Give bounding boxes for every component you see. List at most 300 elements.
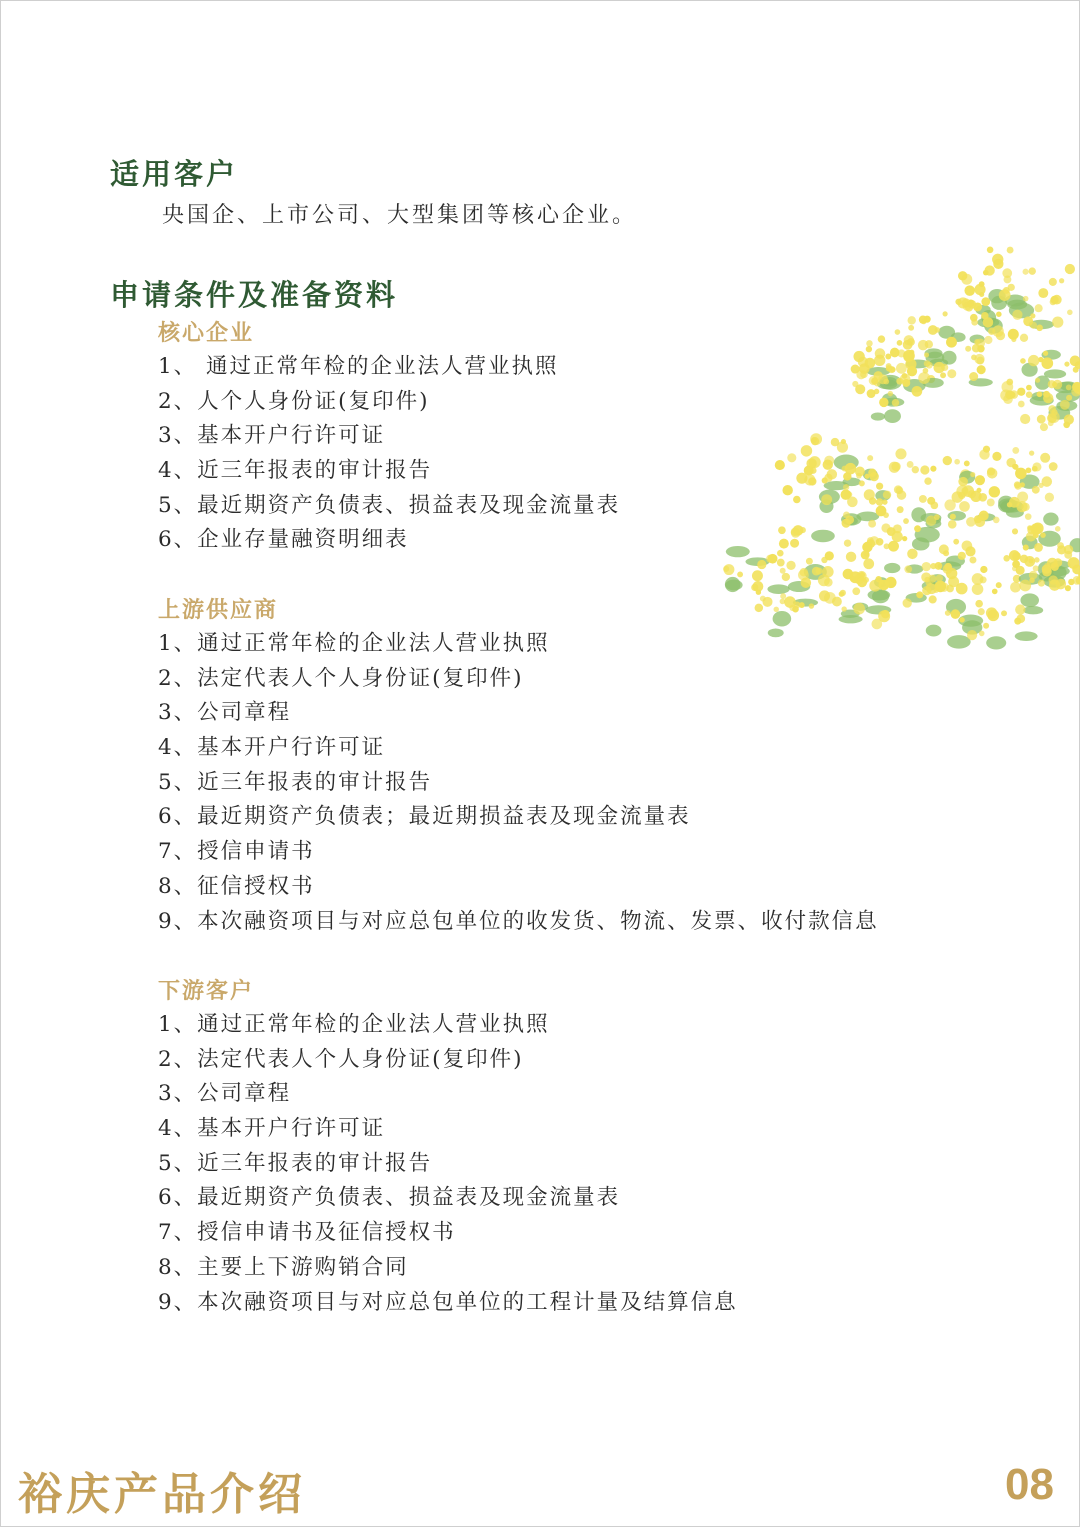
blossom-dot [1026, 467, 1032, 473]
blossom-dot [954, 459, 960, 465]
blossom-dot [881, 523, 890, 532]
blossom-dot [1050, 296, 1058, 304]
blossom-dot [918, 372, 930, 384]
blossom-dot [824, 456, 834, 466]
blossom-dot [1012, 310, 1022, 320]
blossom-dot [850, 576, 855, 581]
blossom-dot [996, 582, 1002, 588]
blossom-dot [943, 456, 952, 465]
blossom-dot [1059, 278, 1064, 283]
blossom-dot [879, 398, 888, 407]
blossom-dot [919, 316, 927, 324]
blossom-dot [989, 486, 1000, 497]
requirements-heading: 申请条件及准备资料 [110, 278, 399, 312]
blossom-dot [800, 568, 808, 576]
group-downstream-client [158, 974, 738, 1320]
blossom-dot [896, 363, 907, 374]
blossom-dot [827, 469, 837, 479]
blossom-dot [870, 536, 879, 545]
list-item: 5、近三年报表的审计报告 [158, 1150, 433, 1176]
blossom-dot [956, 583, 968, 595]
blossom-dot [987, 468, 998, 479]
blossom-dot [974, 354, 984, 364]
blossom-dot [843, 484, 849, 490]
list-item: 6、最近期资产负债表、损益表及现金流量表 [158, 1185, 621, 1211]
blossom-dot [922, 586, 931, 595]
blossom-dot [859, 480, 865, 486]
blossom-dot [1037, 415, 1046, 424]
blossom-dot [844, 539, 851, 546]
blossom-dot [876, 506, 887, 517]
leaf-shape [726, 546, 750, 557]
blossom-dot [1042, 476, 1053, 487]
blossom-dot [983, 270, 989, 276]
blossom-dot [876, 483, 883, 490]
group-title: 核心企业 [158, 320, 255, 346]
blossom-dot [981, 297, 990, 306]
blossom-dot [993, 259, 1003, 269]
blossom-dot [808, 477, 816, 485]
blossom-dot [1012, 447, 1019, 454]
blossom-dot [969, 372, 978, 381]
blossom-dot [1055, 526, 1061, 532]
blossom-dot [1066, 395, 1072, 401]
blossom-dot [902, 536, 907, 541]
blossom-dot [811, 437, 817, 443]
blossom-dot [1026, 385, 1032, 391]
blossom-dot [1012, 528, 1018, 534]
blossom-dot [916, 591, 923, 598]
list-item: 9、本次融资项目与对应总包单位的收发货、物流、发票、收付款信息 [158, 908, 879, 934]
blossom-dot [874, 355, 885, 366]
blossom-dot [768, 554, 778, 564]
blossom-dot [996, 311, 1002, 317]
blossom-dot [934, 562, 942, 570]
blossom-dot [970, 472, 975, 477]
list-item: 6、最近期资产负债表；最近期损益表及现金流量表 [158, 804, 691, 830]
blossom-dot [903, 518, 909, 524]
blossom-dot [965, 546, 975, 556]
blossom-dot [976, 488, 981, 493]
blossom-dot [1049, 462, 1058, 471]
blossom-dot [974, 339, 980, 345]
leaf-shape [1023, 606, 1043, 614]
blossom-dot [967, 630, 977, 640]
blossom-dot [980, 566, 987, 573]
leaf-shape [725, 580, 743, 591]
blossom-dot [928, 575, 936, 583]
blossom-dot [987, 246, 994, 253]
blossom-dot [1003, 394, 1013, 404]
blossom-dot [1040, 423, 1048, 431]
blossom-dot [946, 337, 957, 348]
blossom-dot [986, 607, 997, 618]
blossom-dot [801, 445, 812, 456]
blossom-dot [842, 466, 848, 472]
applicable-clients-heading: 适用客户 [110, 157, 239, 191]
blossom-dot [1065, 585, 1071, 591]
blossom-dot [888, 391, 893, 396]
list-item: 5、近三年报表的审计报告 [158, 769, 433, 795]
blossom-dot [812, 567, 821, 576]
blossom-dot [1002, 268, 1012, 278]
leaf-shape [1043, 513, 1058, 526]
blossom-dot [867, 455, 873, 461]
blossom-dot [922, 562, 931, 571]
blossom-dot [895, 448, 906, 459]
blossom-dot [846, 552, 856, 562]
blossom-dot [1016, 566, 1025, 575]
blossom-dot [918, 340, 928, 350]
blossom-dot [904, 565, 912, 573]
blossom-dot [1065, 264, 1075, 274]
blossom-dot [1041, 357, 1053, 369]
blossom-dot [1034, 543, 1043, 552]
blossom-dot [933, 362, 944, 373]
blossom-dot [953, 539, 959, 545]
blossom-dot [970, 314, 978, 322]
leaf-shape [1020, 593, 1039, 607]
leaf-shape [811, 530, 835, 542]
blossom-dot [863, 558, 874, 569]
blossom-dot [1073, 367, 1079, 373]
blossom-dot [934, 514, 940, 520]
list-item: 6、企业存量融资明细表 [158, 527, 409, 553]
blossom-dot [958, 492, 965, 499]
blossom-dot [1045, 493, 1054, 502]
list-item: 1、通过正常年检的企业法人营业执照 [158, 631, 550, 656]
blossom-dot [912, 466, 919, 473]
blossom-dot [782, 485, 792, 495]
blossom-dot [895, 329, 901, 335]
blossom-dot [907, 549, 917, 559]
blossom-dot [868, 520, 876, 528]
leaf-shape [926, 625, 942, 637]
blossom-dot [1020, 358, 1026, 364]
blossom-dot [786, 561, 795, 570]
blossom-dot [1040, 453, 1050, 463]
blossom-dot [866, 346, 872, 352]
blossom-dot [821, 494, 832, 505]
blossom-dot [992, 452, 1001, 461]
blossom-dot [1030, 313, 1035, 318]
blossom-dot [888, 541, 899, 552]
blossom-dot [975, 475, 985, 485]
blossom-dot [1029, 578, 1035, 584]
blossom-dot [1055, 579, 1066, 590]
blossom-dot [1023, 545, 1029, 551]
blossom-dot [987, 498, 995, 506]
blossom-dot [999, 289, 1011, 301]
blossom-dot [1010, 582, 1021, 593]
blossom-dot [983, 623, 989, 629]
blossom-dot [992, 325, 1004, 337]
blossom-dot [993, 517, 1000, 524]
requirement-list [158, 1008, 738, 1320]
blossom-dot [974, 284, 985, 295]
blossom-dot [843, 512, 850, 519]
blossom-dot [1040, 532, 1046, 538]
blossom-dot [981, 312, 989, 320]
blossom-dot [852, 381, 858, 387]
requirement-list [158, 627, 879, 939]
blossom-dot [879, 580, 884, 585]
blossom-dot [1064, 551, 1072, 559]
blossom-dot [881, 610, 890, 619]
blossom-dot [787, 453, 796, 462]
blossom-dot [855, 466, 865, 476]
leaf-shape [986, 636, 1006, 649]
blossom-dot [920, 465, 929, 474]
blossom-dot [859, 363, 870, 374]
blossom-dot [1014, 481, 1021, 488]
blossom-dot [1057, 542, 1064, 549]
blossom-dot [1043, 351, 1048, 356]
blossom-dot [1019, 580, 1031, 592]
blossom-dot [864, 489, 875, 500]
list-item: 3、公司章程 [158, 700, 292, 726]
blossom-dot [934, 588, 939, 593]
blossom-dot [737, 571, 743, 577]
blossom-dot [1001, 610, 1007, 616]
blossom-dot [980, 576, 987, 583]
blossom-dot [1017, 388, 1025, 396]
blossom-dot [841, 439, 846, 444]
list-item: 3、公司章程 [158, 1081, 292, 1107]
blossom-dot [1020, 414, 1030, 424]
blossom-dot [1023, 296, 1029, 302]
blossom-dot [777, 550, 784, 557]
blossom-dot [779, 539, 789, 549]
list-item: 4、近三年报表的审计报告 [158, 458, 433, 484]
blossom-dot [1015, 604, 1025, 614]
blossom-dot [903, 598, 912, 607]
blossom-dot [1052, 382, 1057, 387]
blossom-dot [1011, 337, 1016, 342]
blossom-dot [992, 589, 998, 595]
list-item: 4、基本开户行许可证 [158, 1116, 386, 1142]
page-number: 08 [1005, 1460, 1054, 1509]
blossom-dot [928, 325, 938, 335]
list-item: 3、基本开户行许可证 [158, 423, 386, 449]
blossom-dot [723, 566, 729, 572]
blossom-dot [846, 492, 852, 498]
blossom-dot [1025, 513, 1032, 520]
blossom-dot [870, 472, 879, 481]
blossom-dot [959, 617, 964, 622]
blossom-dot [965, 346, 971, 352]
blossom-dot [1032, 486, 1040, 494]
applicable-clients-text: 央国企、上市公司、大型集团等核心企业。 [162, 203, 638, 228]
blossom-dot [919, 495, 927, 503]
blossom-dot [1030, 322, 1037, 329]
blossom-dot [972, 344, 980, 352]
blossom-dot [943, 311, 948, 316]
blossom-dot [907, 338, 915, 346]
list-item: 4、基本开户行许可证 [158, 735, 386, 761]
blossom-dot [929, 595, 937, 603]
blossom-dot [958, 477, 968, 487]
blossom-dot [912, 386, 923, 397]
blossom-dot [945, 610, 951, 616]
list-item: 7、授信申请书 [158, 839, 315, 865]
group-core-enterprise [158, 316, 620, 558]
blossom-dot [978, 608, 985, 615]
list-item: 1、通过正常年检的企业法人营业执照 [158, 1012, 550, 1037]
blossom-dot [926, 362, 933, 369]
blossom-dot [1049, 278, 1057, 286]
blossom-dot [958, 271, 967, 280]
blossom-dot [931, 502, 939, 510]
requirement-list [158, 350, 620, 558]
list-item: 8、主要上下游购销合同 [158, 1254, 409, 1280]
blossom-dot [948, 520, 957, 529]
blossom-dot [1035, 378, 1040, 383]
blossom-dot [886, 365, 892, 371]
list-item: 9、本次融资项目与对应总包单位的工程计量及结算信息 [158, 1289, 738, 1315]
blossom-dot [959, 501, 970, 512]
blossom-dot [778, 526, 786, 534]
blossom-dot [979, 493, 988, 502]
blossom-dot [1060, 400, 1070, 410]
blossom-dot [864, 551, 870, 557]
blossom-dot [930, 466, 936, 472]
list-item: 2、法定代表人个人身份证(复印件) [158, 665, 524, 691]
blossom-dot [810, 467, 817, 474]
blossom-dot [902, 379, 910, 387]
list-item: 1、 通过正常年检的企业法人营业执照 [158, 354, 559, 379]
blossom-dot [1028, 355, 1039, 366]
blossom-dot [866, 340, 873, 347]
leaf-shape [884, 409, 901, 423]
blossom-dot [890, 348, 900, 358]
blossom-dot [964, 285, 975, 296]
blossom-dot [1023, 269, 1029, 275]
blossom-dot [979, 631, 985, 637]
blossom-dot [793, 496, 801, 504]
blossom-dot [842, 519, 851, 528]
blossom-dot [951, 609, 961, 619]
blossom-dot [791, 528, 799, 536]
blossom-dot [1012, 464, 1018, 470]
blossom-dot [1029, 267, 1036, 274]
list-item: 2、法定代表人个人身份证(复印件) [158, 1046, 524, 1072]
blossom-dot [973, 302, 982, 311]
blossom-dot [924, 352, 929, 357]
blossom-dot [984, 336, 992, 344]
blossom-dot [806, 558, 813, 565]
blossom-dot [777, 559, 785, 567]
blossom-dot [1038, 580, 1045, 587]
blossom-dot [1068, 579, 1074, 585]
blossom-dot [1037, 391, 1043, 397]
blossom-dot [1035, 304, 1043, 312]
blossom-dot [955, 299, 961, 305]
blossom-dot [1017, 491, 1028, 502]
blossom-dot [885, 354, 891, 360]
blossom-dot [790, 539, 799, 548]
blossom-dot [1036, 325, 1043, 332]
blossom-dot [782, 573, 790, 581]
blossom-dot [924, 477, 931, 484]
blossom-dot [1038, 288, 1048, 298]
blossom-dot [1044, 563, 1050, 569]
blossom-dot [878, 335, 885, 342]
blossom-dot [874, 371, 883, 380]
blossom-dot [897, 506, 904, 513]
blossom-dot [943, 550, 949, 556]
blossom-dot [876, 498, 884, 506]
blossom-dot [1033, 565, 1039, 571]
blossom-dot [1026, 391, 1033, 398]
blossom-dot [892, 531, 903, 542]
blossom-dot [1043, 391, 1050, 398]
blossom-dot [1070, 356, 1080, 367]
blossom-dot [874, 389, 880, 395]
blossom-dot [963, 302, 972, 311]
blossom-dot [1048, 420, 1054, 426]
group-title: 下游客户 [158, 978, 255, 1004]
blossom-dot [775, 460, 785, 470]
blossom-dot [977, 365, 986, 374]
blossom-dot [964, 460, 970, 466]
blossom-dot [914, 525, 921, 532]
blossom-dot [883, 491, 891, 499]
blossom-dot [908, 325, 914, 331]
blossom-dot [1006, 379, 1013, 386]
blossom-dot [943, 564, 953, 574]
blossom-dot [1064, 361, 1069, 366]
blossom-dot [821, 557, 827, 563]
blossom-dot [857, 577, 867, 587]
blossom-dot [752, 570, 763, 581]
group-title: 上游供应商 [158, 597, 279, 623]
blossom-dot [958, 552, 966, 560]
blossom-dot [892, 399, 899, 406]
blossom-dot [780, 568, 786, 574]
blossom-dot [891, 462, 900, 471]
blossom-dot [905, 359, 916, 370]
list-item: 5、最近期资产负债表、损益表及现金流量表 [158, 492, 621, 518]
list-item: 7、授信申请书及征信授权书 [158, 1220, 456, 1246]
blossom-dot [940, 372, 946, 378]
blossom-dot [975, 600, 983, 608]
blossom-dot [983, 446, 990, 453]
blossom-dot [1016, 614, 1025, 623]
blossom-dot [974, 515, 982, 523]
leaf-shape [947, 635, 971, 649]
blossom-dot [908, 316, 916, 324]
list-item: 8、征信授权书 [158, 873, 315, 899]
blossom-dot [897, 490, 907, 500]
blossom-dot [969, 557, 976, 564]
blossom-dot [1066, 385, 1072, 391]
blossom-dot [972, 583, 984, 595]
blossom-dot [907, 461, 914, 468]
blossom-dot [1029, 450, 1034, 455]
blossom-dot [757, 560, 766, 569]
blossom-dot [1007, 247, 1014, 254]
leaf-shape [884, 563, 900, 573]
blossom-dot [950, 514, 956, 520]
footer-title: 裕庆产品介绍 [18, 1469, 306, 1520]
leaf-shape [871, 412, 885, 420]
blossom-dot [1024, 556, 1035, 567]
blossom-dot [1032, 462, 1041, 471]
blossom-dot [1018, 401, 1025, 408]
group-upstream-supplier [158, 593, 879, 939]
blossom-dot [1067, 310, 1073, 316]
